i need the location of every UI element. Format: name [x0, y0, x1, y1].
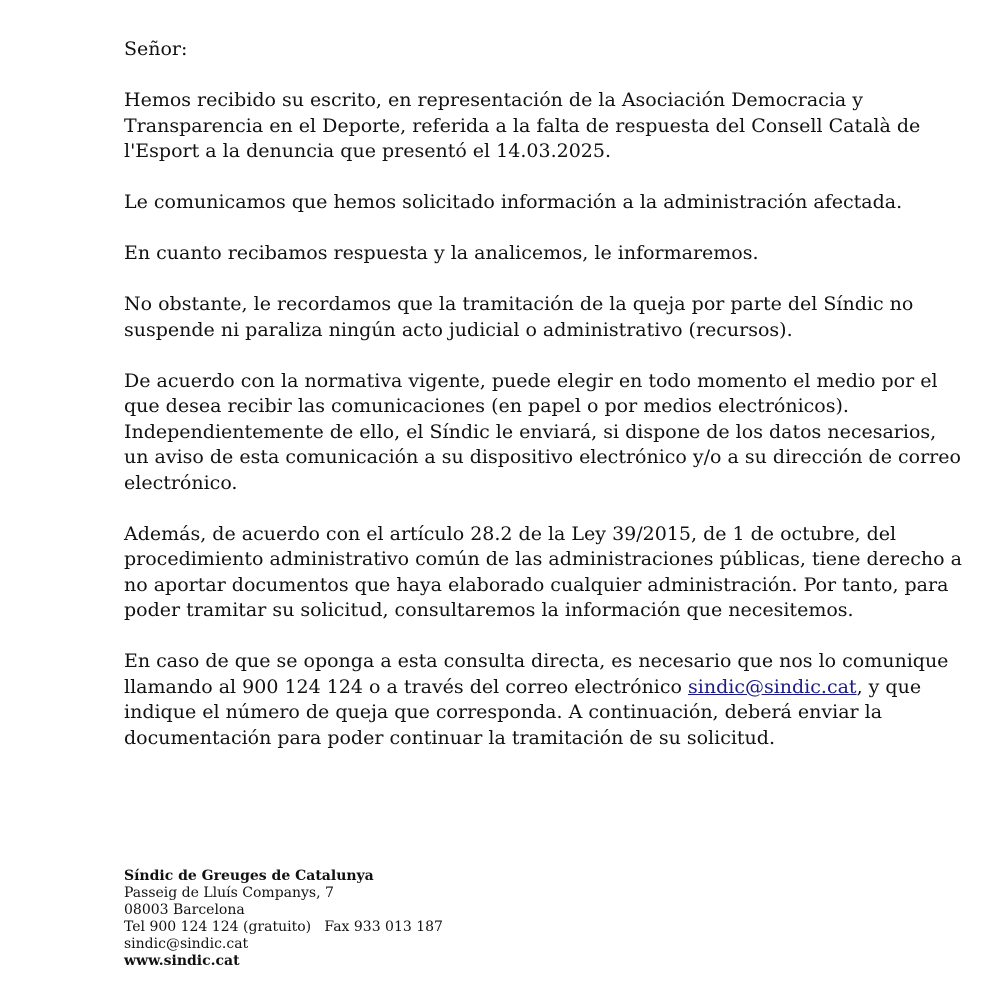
paragraph-will-inform: En cuanto recibamos respuesta y la analicemos, le informaremos.	[124, 242, 759, 264]
footer-website[interactable]: www.sindic.cat	[124, 953, 240, 969]
paragraph-no-suspension: No obstante, le recordamos que la tramitación de la queja por parte del Síndic no suspende ni paraliza ningún acto judicial o administrativo (recursos).	[124, 293, 914, 341]
opposition-text-before: En caso de que se oponga a esta consulta directa, es necesario que nos lo comunique llamando al 900 124 124 o a través del correo electrónico	[124, 650, 949, 698]
footer-address-line1: Passeig de Lluís Companys, 7	[124, 885, 334, 901]
footer-phone-fax: Tel 900 124 124 (gratuito) Fax 933 013 187	[124, 919, 443, 935]
letter-body	[124, 37, 964, 777]
footer-address-line2: 08003 Barcelona	[124, 902, 245, 918]
opposition-text-after: , y que indique el número de queja que corresponda. A continuación, deberá enviar la documentación para poder continuar la tramitación de su solicitud.	[124, 675, 922, 749]
footer-contact-block	[124, 868, 443, 970]
paragraph-opposition	[124, 649, 964, 751]
paragraph-right-to-not-provide: Además, de acuerdo con el artículo 28.2 de la Ley 39/2015, de 1 de octubre, del procedimiento administrativo común de las administraciones públicas, tiene derecho a no aportar documentos que haya elaborado cualquier administración. Por tanto, para poder tramitar su solicitud, consultaremos la información que necesitemos.	[124, 522, 962, 621]
paragraph-communication-medium: De acuerdo con la normativa vigente, puede elegir en todo momento el medio por el que desea recibir las comunicaciones (en papel o por medios electrónicos). Independientemente de ello, el Síndic le enviará, si dispone de los datos necesarios, un aviso de esta comunicación a su dispositivo electrónico y/o a su dirección de correo electrónico.	[124, 369, 961, 494]
footer-email[interactable]: sindic@sindic.cat	[124, 936, 249, 952]
footer-org-name: Síndic de Greuges de Catalunya	[124, 868, 374, 884]
paragraph-received: Hemos recibido su escrito, en representación de la Asociación Democracia y Transparencia en el Deporte, referida a la falta de respuesta del Consell Català de l'Esport a la denuncia que presentó el 14.03.2025.	[124, 89, 921, 162]
paragraph-info-requested: Le comunicamos que hemos solicitado información a la administración afectada.	[124, 191, 903, 213]
greeting: Señor:	[124, 38, 188, 60]
email-link[interactable]: sindic@sindic.cat	[688, 675, 857, 698]
